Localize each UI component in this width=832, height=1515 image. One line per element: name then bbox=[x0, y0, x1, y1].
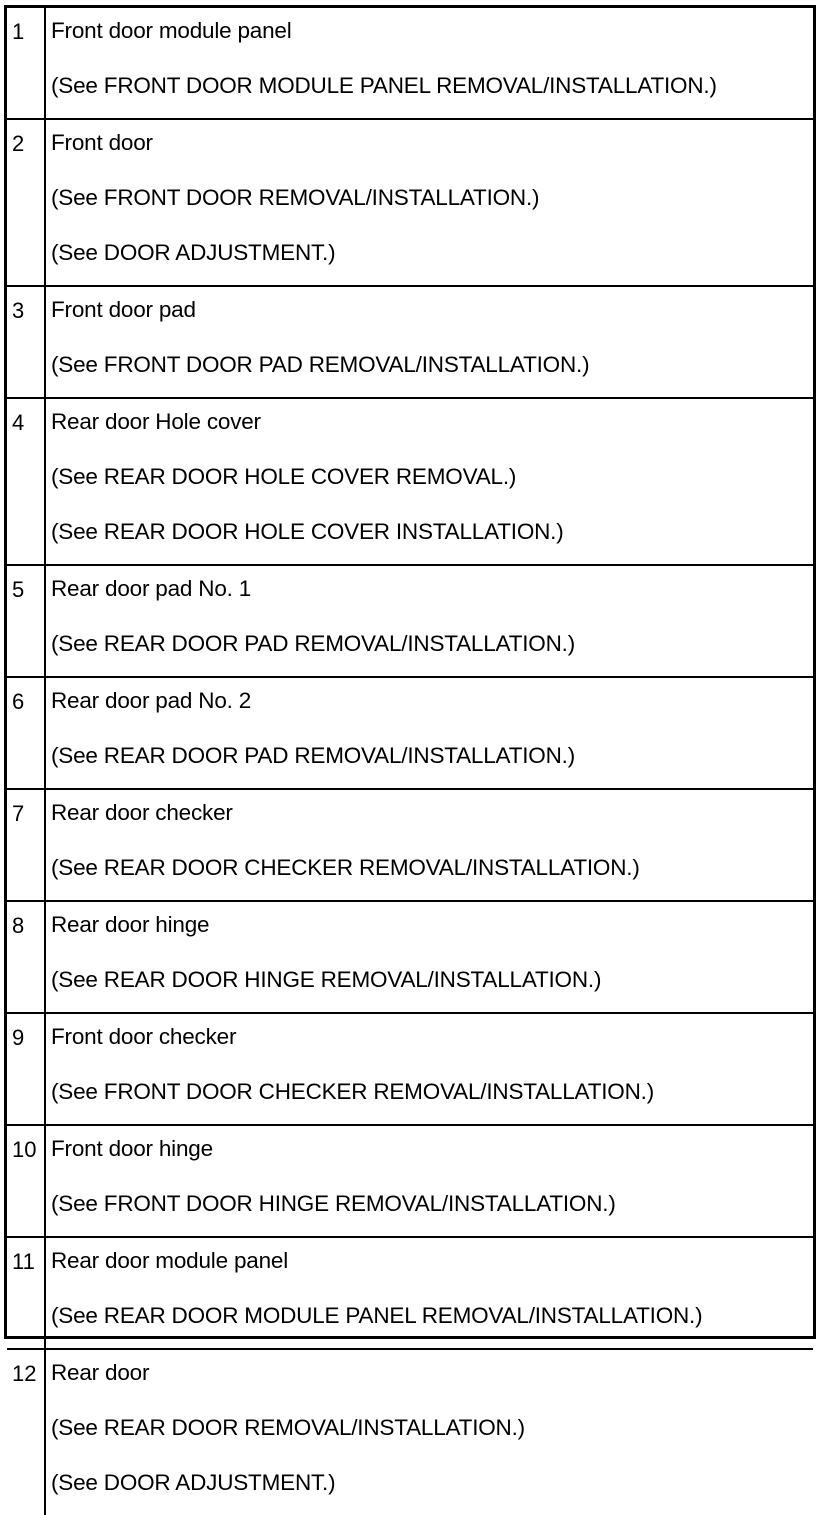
table-row bbox=[7, 901, 813, 1013]
item-description bbox=[45, 677, 813, 789]
item-title: Rear door module panel bbox=[51, 1248, 289, 1273]
item-title: Front door hinge bbox=[51, 1136, 213, 1161]
item-reference: (See REAR DOOR HOLE COVER INSTALLATION.) bbox=[51, 519, 564, 544]
item-description bbox=[45, 1237, 813, 1349]
item-description bbox=[45, 1349, 813, 1515]
item-description bbox=[45, 1125, 813, 1237]
item-reference: (See FRONT DOOR PAD REMOVAL/INSTALLATION.) bbox=[51, 352, 590, 377]
item-reference: (See FRONT DOOR HINGE REMOVAL/INSTALLATION.) bbox=[51, 1191, 616, 1216]
item-description bbox=[45, 789, 813, 901]
item-reference: (See REAR DOOR MODULE PANEL REMOVAL/INSTALLATION.) bbox=[51, 1303, 703, 1328]
table-row bbox=[7, 119, 813, 286]
table-row bbox=[7, 565, 813, 677]
item-reference: (See REAR DOOR PAD REMOVAL/INSTALLATION.) bbox=[51, 631, 575, 656]
item-reference: (See REAR DOOR HINGE REMOVAL/INSTALLATION.) bbox=[51, 967, 602, 992]
item-title: Rear door pad No. 1 bbox=[51, 576, 252, 601]
table-row bbox=[7, 1125, 813, 1237]
table-row bbox=[7, 398, 813, 565]
item-reference: (See REAR DOOR CHECKER REMOVAL/INSTALLATION.) bbox=[51, 855, 640, 880]
item-number: 11 bbox=[7, 1237, 45, 1349]
item-number: 10 bbox=[7, 1125, 45, 1237]
item-title: Rear door checker bbox=[51, 800, 233, 825]
item-description bbox=[45, 119, 813, 286]
item-number: 9 bbox=[7, 1013, 45, 1125]
item-title: Rear door hinge bbox=[51, 912, 210, 937]
item-title: Rear door Hole cover bbox=[51, 409, 261, 434]
item-title: Rear door bbox=[51, 1360, 150, 1385]
item-description bbox=[45, 398, 813, 565]
item-reference: (See REAR DOOR REMOVAL/INSTALLATION.) bbox=[51, 1415, 525, 1440]
table-row bbox=[7, 789, 813, 901]
item-description bbox=[45, 565, 813, 677]
procedure-table-body bbox=[7, 8, 813, 1515]
item-number: 5 bbox=[7, 565, 45, 677]
item-number: 2 bbox=[7, 119, 45, 286]
item-title: Front door bbox=[51, 130, 153, 155]
item-number: 6 bbox=[7, 677, 45, 789]
item-description bbox=[45, 8, 813, 119]
item-reference: (See FRONT DOOR REMOVAL/INSTALLATION.) bbox=[51, 185, 540, 210]
item-description bbox=[45, 901, 813, 1013]
item-number: 3 bbox=[7, 286, 45, 398]
table-row bbox=[7, 1013, 813, 1125]
item-reference: (See REAR DOOR HOLE COVER REMOVAL.) bbox=[51, 464, 517, 489]
item-title: Rear door pad No. 2 bbox=[51, 688, 252, 713]
item-number: 7 bbox=[7, 789, 45, 901]
item-title: Front door checker bbox=[51, 1024, 237, 1049]
table-row bbox=[7, 1237, 813, 1349]
item-description bbox=[45, 286, 813, 398]
item-title: Front door pad bbox=[51, 297, 196, 322]
item-reference: (See FRONT DOOR MODULE PANEL REMOVAL/INSTALLATION.) bbox=[51, 73, 717, 98]
item-reference: (See FRONT DOOR CHECKER REMOVAL/INSTALLATION.) bbox=[51, 1079, 654, 1104]
item-number: 12 bbox=[7, 1349, 45, 1515]
table-row bbox=[7, 677, 813, 789]
item-number: 4 bbox=[7, 398, 45, 565]
table-row bbox=[7, 286, 813, 398]
table-row bbox=[7, 1349, 813, 1515]
item-reference: (See DOOR ADJUSTMENT.) bbox=[51, 240, 336, 265]
procedure-table-grid bbox=[7, 8, 813, 1515]
item-title: Front door module panel bbox=[51, 18, 292, 43]
item-reference: (See DOOR ADJUSTMENT.) bbox=[51, 1470, 336, 1495]
item-reference: (See REAR DOOR PAD REMOVAL/INSTALLATION.) bbox=[51, 743, 575, 768]
item-description bbox=[45, 1013, 813, 1125]
item-number: 1 bbox=[7, 8, 45, 119]
table-row bbox=[7, 8, 813, 119]
item-number: 8 bbox=[7, 901, 45, 1013]
procedure-table bbox=[4, 5, 816, 1495]
